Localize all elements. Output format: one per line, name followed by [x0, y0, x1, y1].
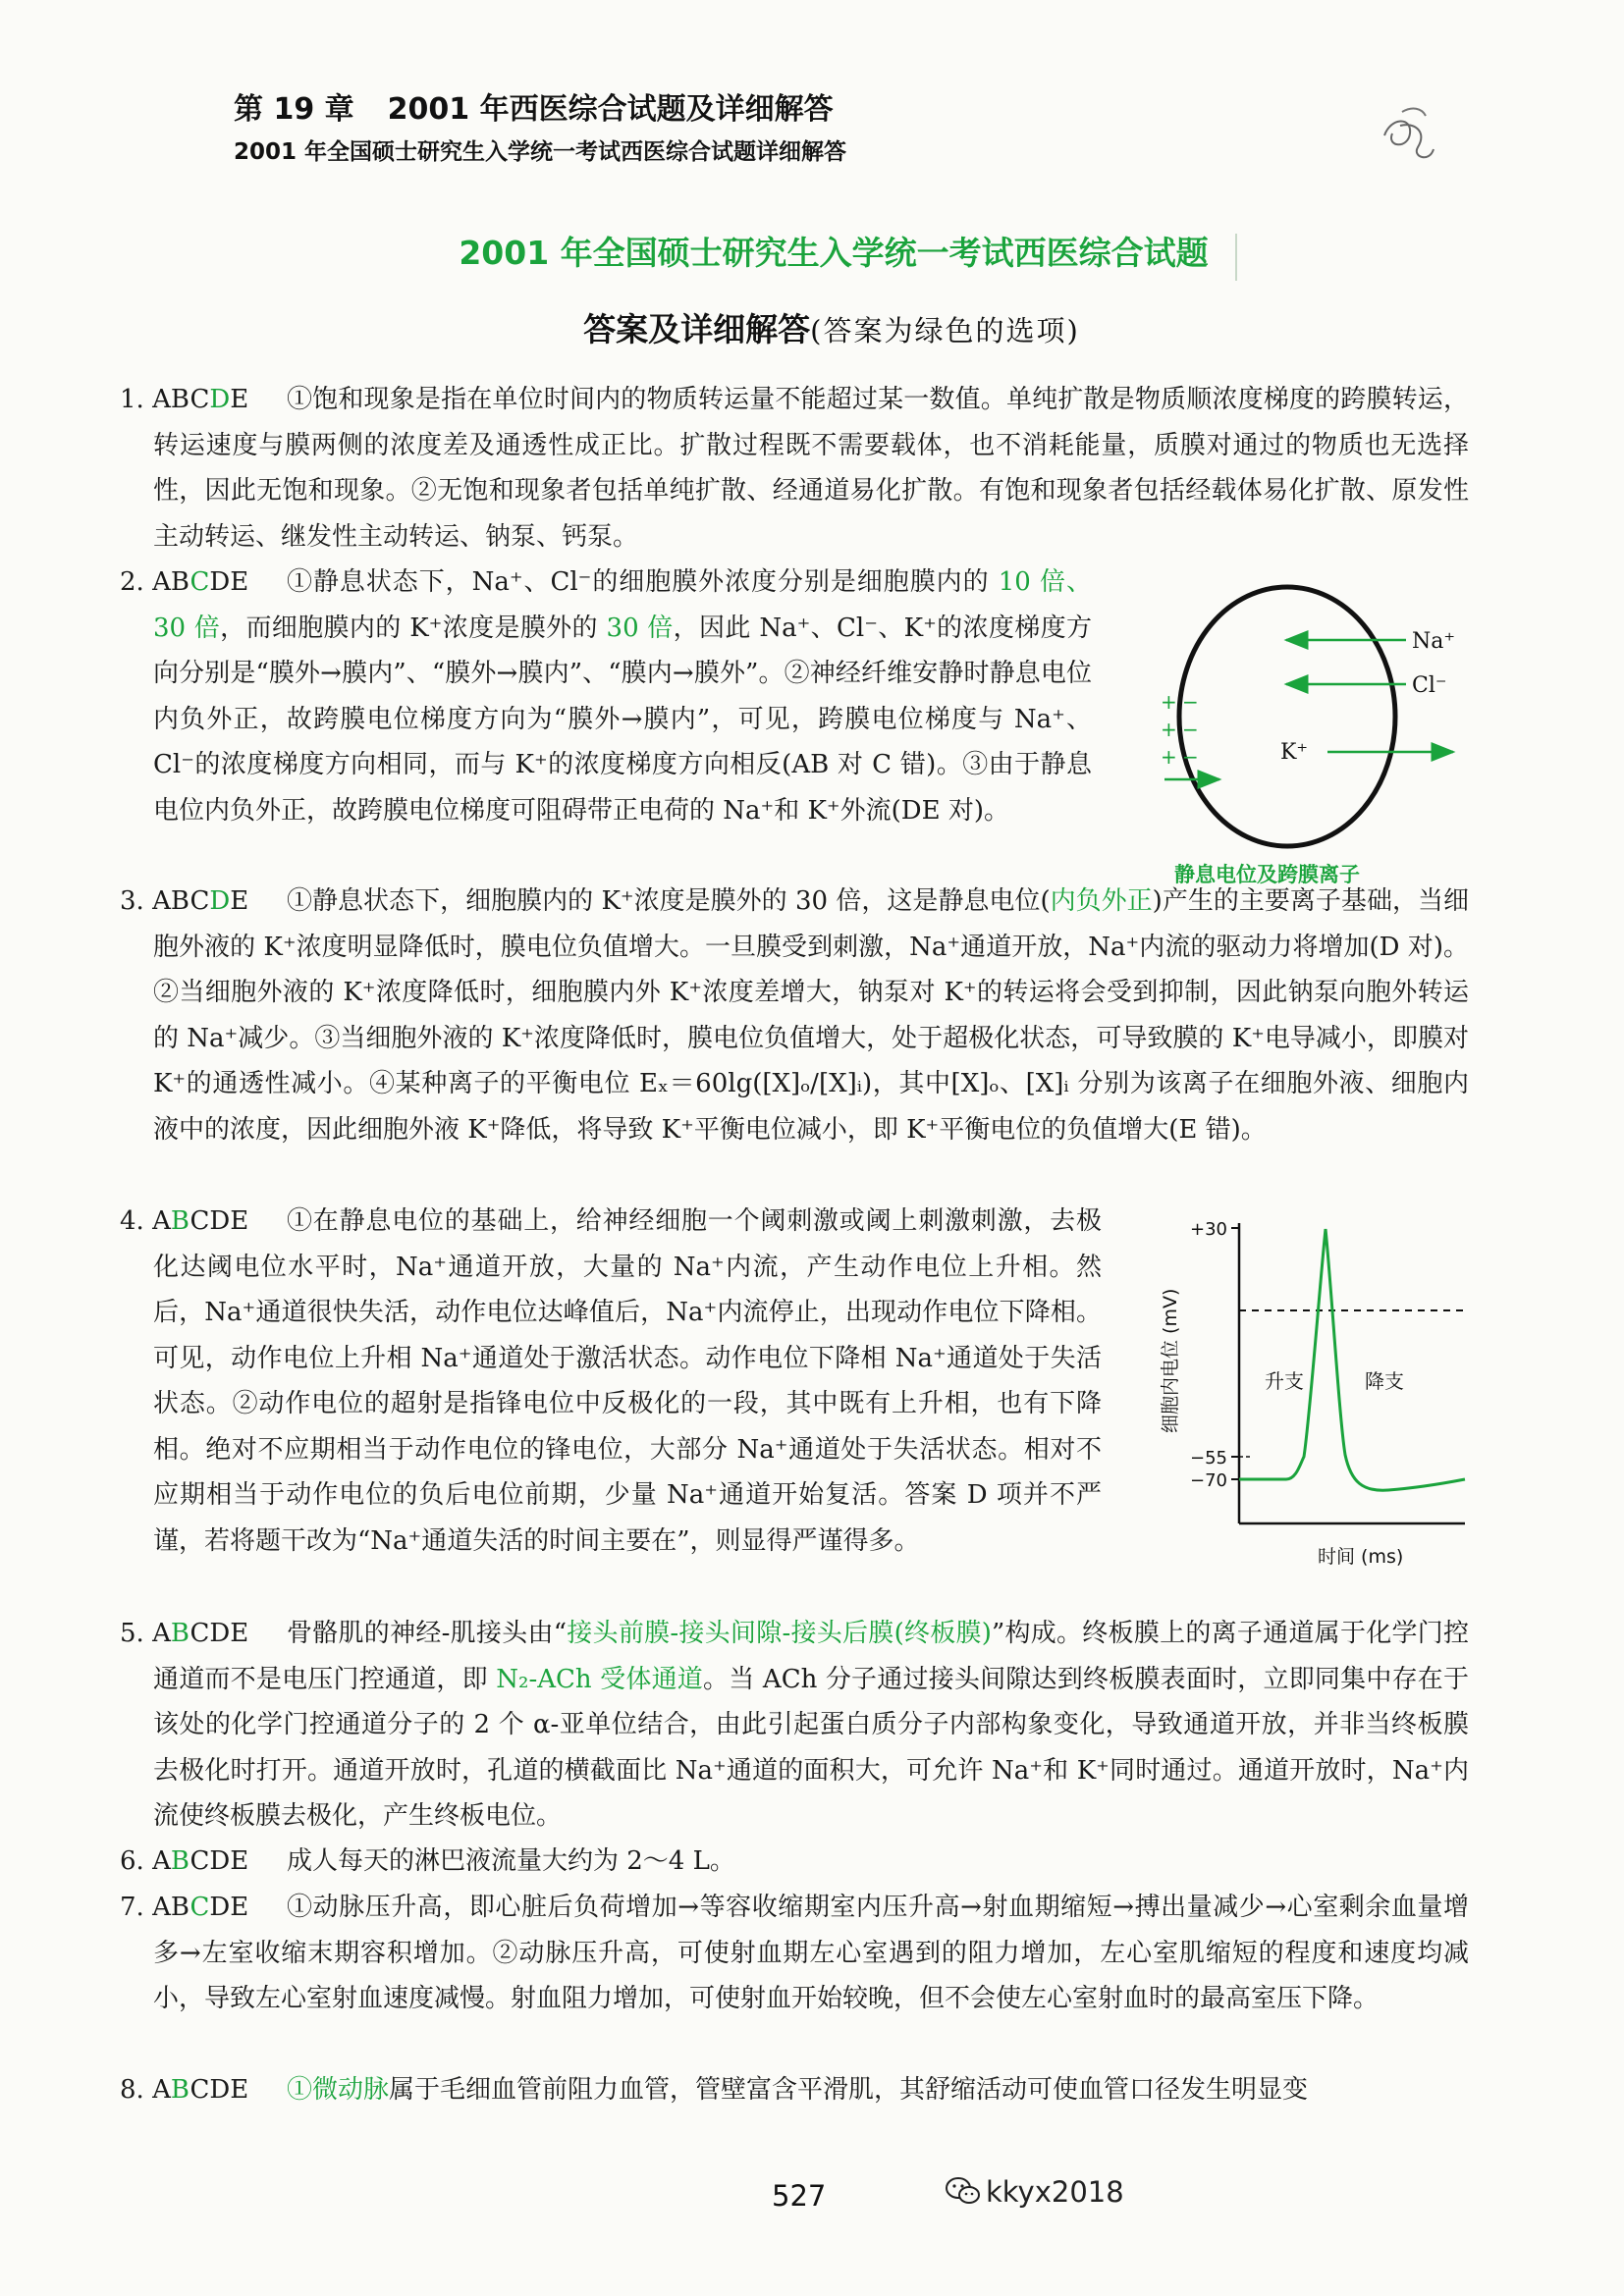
question-label: 7. ABCDE — [120, 1893, 249, 1922]
fall-label: 降支 — [1365, 1369, 1404, 1393]
answer-explanation: ①动脉压升高，即心脏后负荷增加→等容收缩期室内压升高→射血期缩短→搏出量减少→心室剩余血量增多→左室收缩末期容积增加。②动脉压升高，可使射血期左心室遇到的阻力增加，左心室肌缩短的程度和速度均减小，导致左心室射血速度减慢。射血阻力增加，可使射血开始较晚，但不会使左心室射血时的最高室压下降。 — [153, 1893, 1469, 2013]
y-axis-label: 细胞内电位 (mV) — [1160, 1288, 1181, 1433]
question-label: 4. ABCDE — [120, 1206, 249, 1236]
question-label: 8. ABCDE — [120, 2075, 249, 2105]
wechat-icon — [945, 2176, 982, 2206]
handwritten-mark — [1373, 98, 1441, 177]
minus-sign: − — [1182, 745, 1199, 769]
exam-title: 2001 年全国硕士研究生入学统一考试西医综合试题 — [459, 234, 1209, 272]
tick-minus55: −55 — [1190, 1448, 1227, 1468]
resting-potential-diagram — [1129, 579, 1483, 854]
title-divider — [1235, 234, 1237, 281]
chapter-title: 2001 年西医综合试题及详细解答 — [387, 92, 834, 127]
answer-explanation: 骨骼肌的神经-肌接头由“接头前膜-接头间隙-接头后膜(终板膜)”构成。终板膜上的离子通道属于化学门控通道而不是电压门控通道，即 N₂-ACh 受体通道。当 ACh 分子通过接头间隙达到终板膜表面时，立即同集中存在于该处的化学门控通道分子的 2 个 α-亚单位结合，由此引起蛋白质分子内部构象变化，导致通道开放，并非当终板膜去极化时打开。通道开放时，孔道的横截面比 Na⁺通道的面积大，可允许 Na⁺和 K⁺同时通过。通道开放时，Na⁺内流使终板膜去极化，产生终板电位。 — [153, 1619, 1470, 1831]
tick-minus70: −70 — [1190, 1470, 1227, 1491]
k-label: K⁺ — [1280, 740, 1309, 765]
plus-sign: + — [1161, 745, 1177, 769]
chapter-subtitle: 2001 年全国硕士研究生入学统一考试西医综合试题详细解答 — [234, 139, 847, 165]
chapter-heading — [234, 84, 834, 128]
answer-explanation: ①微动脉属于毛细血管前阻力血管，管壁富含平滑肌，其舒缩活动可使血管口径发生明显变 — [287, 2075, 1309, 2105]
rise-label: 升支 — [1265, 1369, 1304, 1393]
figure-caption: 静息电位及跨膜离子 — [1174, 863, 1360, 886]
na-label: Na⁺ — [1412, 629, 1455, 654]
watermark — [945, 2175, 1124, 2209]
tick-plus30: +30 — [1190, 1219, 1227, 1240]
question-label: 5. ABCDE — [120, 1619, 249, 1648]
cell-membrane — [1179, 587, 1395, 846]
answer-title — [0, 304, 1624, 350]
answer-explanation: 成人每天的淋巴液流量大约为 2～4 L。 — [287, 1846, 735, 1876]
question-label: 3. ABCDE — [120, 886, 249, 916]
question-label: 2. ABCDE — [120, 567, 249, 597]
answer-explanation: ①饱和现象是指在单位时间内的物质转运量不能超过某一数值。单纯扩散是物质顺浓度梯度的跨膜转运，转运速度与膜两侧的浓度差及通透性成正比。扩散过程既不需要载体，也不消耗能量，质膜对通过的物质也无选择性，因此无饱和现象。②无饱和现象者包括单纯扩散、经通道易化扩散。有饱和现象者包括经载体易化扩散、原发性主动转运、继发性主动转运、钠泵、钙泵。 — [153, 385, 1469, 552]
answer-explanation: ①静息状态下，细胞膜内的 K⁺浓度是膜外的 30 倍，这是静息电位(内负外正)产生的主要离子基础，当细胞外液的 K⁺浓度明显降低时，膜电位负值增大。一旦膜受到刺激，Na⁺通道开放，Na⁺内流的驱动力将增加(D 对)。②当细胞外液的 K⁺浓度降低时，细胞膜内外 K⁺浓度差增大，钠泵对 K⁺的转运将会受到抑制，因此钠泵向胞外转运的 Na⁺减少。③当细胞外液的 K⁺浓度降低时，膜电位负值增大，处于超极化状态，可导致膜的 K⁺电导减小，即膜对 K⁺的通透性减小。④某种离子的平衡电位 Eₓ＝60lg([X]ₒ/[X]ᵢ)，其中[X]ₒ、[X]ᵢ 分别为该离子在细胞外液、细胞内液中的浓度，因此细胞外液 K⁺降低，将导致 K⁺平衡电位减小，即 K⁺平衡电位的负值增大(E 错)。 — [153, 886, 1469, 1145]
answer-explanation: ①静息状态下，Na⁺、Cl⁻的细胞膜外浓度分别是细胞膜内的 10 倍、30 倍，而细胞膜内的 K⁺浓度是膜外的 30 倍，因此 Na⁺、Cl⁻、K⁺的浓度梯度方向分别是“膜外→膜内”、“膜外→膜内”、“膜内→膜外”。②神经纤维安静时静息电位内负外正，故跨膜电位梯度方向为“膜外→膜内”，可见，跨膜电位梯度与 Na⁺、Cl⁻的浓度梯度方向相同，而与 K⁺的浓度梯度方向相反(AB 对 C 错)。③由于静息电位内负外正，故跨膜电位梯度可阻碍带正电荷的 Na⁺和 K⁺外流(DE 对)。 — [153, 567, 1092, 826]
cl-label: Cl⁻ — [1412, 673, 1447, 698]
minus-sign: − — [1182, 690, 1199, 714]
action-potential-chart — [1141, 1207, 1475, 1580]
answer-explanation: ①在静息电位的基础上，给神经细胞一个阈刺激或阈上刺激刺激，去极化达阈电位水平时，Na⁺通道开放，大量的 Na⁺内流，产生动作电位上升相。然后，Na⁺通道很快失活，动作电位达峰值后，Na⁺内流停止，出现动作电位下降相。可见，动作电位上升相 Na⁺通道处于激活状态。动作电位下降相 Na⁺通道处于失活状态。②动作电位的超射是指锋电位中反极化的一段，其中既有上升相，也有下降相。绝对不应期相当于动作电位的锋电位，大部分 Na⁺通道处于失活状态。相对不应期相当于动作电位的负后电位前期，少量 Na⁺通道开始复活。答案 D 项并不严谨，若将题干改为“Na⁺通道失活的时间主要在”，则显得严谨得多。 — [153, 1206, 1102, 1556]
chapter-number: 第 19 章 — [234, 92, 354, 127]
x-axis-label: 时间 (ms) — [1318, 1546, 1404, 1568]
plus-sign: + — [1161, 690, 1177, 714]
plus-sign: + — [1161, 718, 1177, 741]
answer-title-note: (答案为绿色的选项) — [810, 314, 1080, 347]
action-potential-curve — [1239, 1229, 1465, 1490]
minus-sign: − — [1182, 718, 1199, 741]
question-label: 6. ABCDE — [120, 1846, 249, 1876]
answer-title-main: 答案及详细解答 — [583, 310, 811, 348]
question-label: 1. ABCDE — [120, 385, 249, 414]
page-number: 527 — [772, 2179, 827, 2213]
watermark-text: kkyx2018 — [986, 2175, 1124, 2209]
